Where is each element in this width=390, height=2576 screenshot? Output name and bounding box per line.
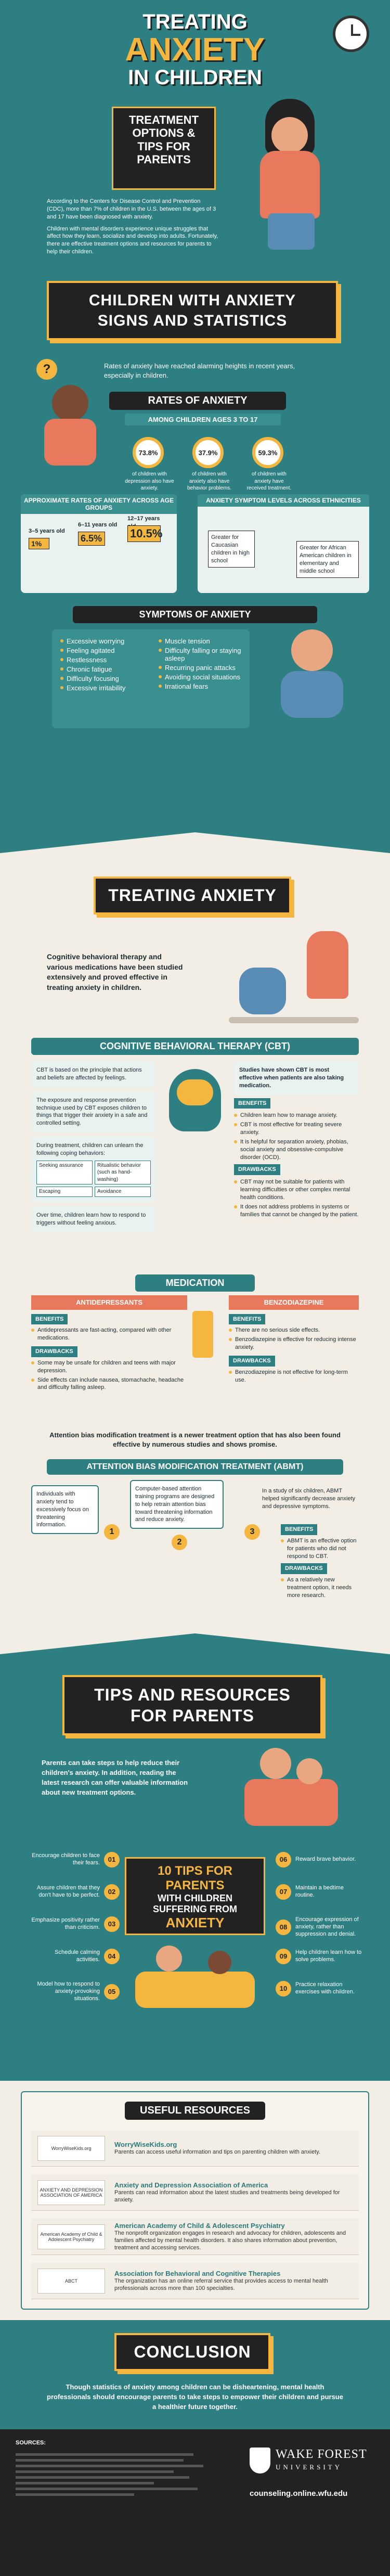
tip-item [31,1916,120,1932]
title-line-2: ANXIETY [125,32,265,68]
symptom-item: Avoiding social situations [159,673,241,681]
resource-item [31,2130,359,2167]
medication-title: MEDICATION [135,1274,255,1292]
tip-number: 06 [276,1852,291,1867]
behavior-ritualistic: Ritualistic behavior (such as hand-washing) [95,1161,151,1185]
cbt-drawback-item: CBT may not be suitable for patients with learning difficulties or other complex mental health conditions. [234,1178,359,1202]
treating-intro: Cognitive behavioral therapy and various medications have been studied extensively and proved effective in treating anxiety in children. [47,952,183,991]
signs-section [0,271,390,832]
tips-banner-line-2: FOR PARENTS [131,1706,254,1725]
resource-logo: ANXIETY AND DEPRESSION ASSOCIATION OF AMERICA [37,2180,105,2205]
tips-center-box [125,1857,265,1935]
resource-text [114,2181,353,2204]
ethnicity-caucasian: Greater for Caucasian children in high school [208,531,255,568]
subtitle-line-4: PARENTS [137,152,191,166]
brand-line-1: WAKE FOREST [276,2448,367,2461]
symptoms-panel [52,629,250,728]
age-group-value: 6.5% [78,532,105,546]
university-logo [250,2445,374,2492]
tips-banner-line-1: TIPS AND RESOURCES [94,1685,291,1704]
symptom-item: Irrational fears [159,682,241,690]
stat-circle: 59.3% [252,437,283,468]
symptom-item: Excessive worrying [60,637,143,645]
abmt-drawback-item: As a relatively new treatment option, it needs more research. [281,1576,359,1600]
tip-item [276,1852,364,1867]
tip-number: 10 [276,1981,291,1997]
antidep-benefits-label: BENEFITS [31,1314,68,1325]
antidep-drawbacks-list [31,1359,187,1392]
benzo-benefits-list [229,1326,359,1351]
intro-box [47,198,218,256]
abmt-title: ATTENTION BIAS MODIFICATION TREATMENT (ABMT) [47,1459,343,1475]
header-section [0,0,390,271]
resource-description: The organization has an online referral service that provides access to mental health professionals across more than 100 specialties. [114,2277,328,2291]
resource-logo: American Academy of Child & Adolescent Psychiatry [37,2224,105,2249]
tip-item [276,1981,364,1997]
abmt-step-number-2: 2 [172,1535,187,1550]
tips-section [0,1633,390,2081]
symptom-item: Recurring panic attacks [159,664,241,672]
resources-title: USEFUL RESOURCES [125,2102,265,2120]
tip-item [31,1852,120,1867]
cbt-left-column [31,1061,156,1232]
abm-note: Attention bias modification treatment is a newer treatment option that has also been found effective by numerous studies and shows promise. [49,1431,341,1449]
cbt-drawback-item: It does not address problems in systems or families that cannot be changed by the patient. [234,1203,359,1219]
tip-text: Emphasize positivity rather than criticism. [31,1917,100,1930]
resource-name-link[interactable]: WorryWiseKids.org [114,2140,177,2148]
family-couch-illustration [135,1946,255,2013]
cbt-point-4: Over time, children learn how to respond to triggers without feeling anxious. [31,1206,156,1232]
benzo-drawback-item: Benzodiazepine is not effective for long-term use. [229,1369,359,1384]
symptom-item: Chronic fatigue [60,665,143,673]
cbt-benefit-item: It is helpful for separation anxiety, phobias, social anxiety and obsessive-compulsive disorder (OCD). [234,1138,359,1162]
resource-description: Parents can read information about the latest studies and treatments being developed for anxiety. [114,2189,340,2203]
resource-text [114,2222,353,2252]
cbt-drawbacks-list [234,1178,359,1218]
tip-text: Schedule calming activities. [55,1949,100,1963]
tips-center-line-5: ANXIETY [165,1915,225,1930]
intro-paragraph-2: Children with mental disorders experience unique struggles that affect how they learn, socialize and develop into adults. Fortunately, there are effective treatment options and resources for parents to help their children. [47,225,218,255]
benzodiazepine-column [229,1295,359,1385]
age-group-label: 3–5 years old [29,528,65,534]
stat-label: of children with depression also have anxiety. [125,471,174,491]
conclusion-banner: CONCLUSION [114,2333,270,2371]
tip-number: 04 [104,1949,120,1964]
stat-label: of children with anxiety have received treatment. [246,471,292,491]
rates-title: RATES OF ANXIETY [109,392,286,410]
cbt-benefits-list [234,1112,359,1161]
resource-text [114,2270,353,2292]
cbt-point-3-text: During treatment, children can unlearn the following coping behaviors: [36,1142,144,1156]
resources-section [0,2081,390,2320]
tip-text: Model how to respond to anxiety-provoking situations. [37,1981,100,2002]
stat-label: of children with anxiety also have behavior problems. [187,471,232,491]
abmt-step-3: In a study of six children, ABMT helped significantly decrease anxiety and depressive symptoms. [262,1488,356,1510]
footer-section [0,2429,390,2576]
abmt-benefits-block [281,1524,359,1601]
cbt-benefit-item: CBT is most effective for treating severe anxiety. [234,1121,359,1137]
resource-name-link[interactable]: American Academy of Child & Adolescent Psychiatry [114,2221,285,2230]
tips-center-line-1: 10 TIPS FOR [157,1864,233,1878]
tip-item [31,1949,120,1964]
cbt-point-2: The exposure and response prevention technique used by CBT exposes children to things that trigger their anxiety in a safe and controlled setting. [31,1091,156,1132]
cbt-right-column [234,1061,359,1220]
tip-number: 07 [276,1884,291,1900]
abmt-step-number-3: 3 [244,1524,260,1540]
antidep-benefit-item: Antidepressants are fast-acting, compared with other medications. [31,1326,187,1342]
resource-name-link[interactable]: Anxiety and Depression Association of America [114,2181,268,2189]
benzo-benefit-item: Benzodiazepine is effective for reducing intense anxiety. [229,1336,359,1351]
signs-banner [47,281,338,340]
antidep-drawbacks-label: DRAWBACKS [31,1346,77,1357]
abmt-drawbacks-list [281,1576,359,1600]
tip-text: Assure children that they don't have to be perfect. [36,1885,100,1898]
age-groups-panel [21,494,177,593]
tip-item [276,1949,364,1964]
resource-text [114,2141,320,2156]
tip-number: 09 [276,1949,291,1964]
title-line-1: TREATING [142,10,248,33]
title-line-3: IN CHILDREN [128,66,262,89]
resource-item [31,2263,359,2299]
page-title [0,10,390,89]
symptom-item: Restlessness [60,656,143,664]
tip-text: Reward brave behavior. [295,1856,356,1863]
abmt-step-1: Individuals with anxiety tend to excessively focus on threatening information. [31,1485,99,1534]
antidep-benefits-list [31,1326,187,1342]
tips-center-line-3: WITH CHILDREN [158,1893,232,1903]
cbt-behaviors [36,1161,151,1197]
cbt-point-1: CBT is based on the principle that actions and beliefs are affected by feelings. [31,1061,156,1087]
shield-icon [250,2448,270,2474]
tip-number: 01 [104,1852,120,1867]
sources-label: SOURCES: [16,2440,46,2446]
abmt-benefit-item: ABMT is an effective option for patients who did not respond to CBT. [281,1537,359,1561]
ethnicity-title: ANXIETY SYMPTOM LEVELS ACROSS ETHNICITIES [198,494,369,507]
tip-item [276,1916,364,1938]
worried-girl-illustration [239,99,338,255]
conclusion-text: Though statistics of anxiety among children can be disheartening, mental health professionals should encourage parents to take steps to empower their children and pursue a healthier future together. [47,2383,343,2411]
ethnicity-panel [198,494,369,593]
symptoms-right-list [159,636,241,722]
behavior-escaping: Escaping [36,1187,93,1197]
abmt-benefits-list [281,1537,359,1561]
symptom-item: Muscle tension [159,637,241,645]
behavior-seeking-assurance: Seeking assurance [36,1161,93,1185]
conclusion-section [0,2320,390,2429]
abmt-step-number-1: 1 [104,1524,120,1540]
tip-number: 02 [104,1884,120,1900]
tip-number: 08 [276,1920,291,1935]
abmt-benefits-label: BENEFITS [281,1524,317,1535]
cbt-right-intro: Studies have shown CBT is most effective when patients are also taking medication. [234,1061,359,1095]
crying-child-illustration [270,629,354,723]
tips-banner [62,1675,322,1735]
benzo-drawbacks-label: DRAWBACKS [229,1356,275,1367]
cbt-drawbacks-label: DRAWBACKS [234,1164,280,1175]
symptom-item: Feeling agitated [60,647,143,654]
intro-paragraph-1: According to the Centers for Disease Control and Prevention (CDC), more than 7% of children in the U.S. between the ages of 3 and 17 have been diagnosed with anxiety. [47,198,216,220]
symptoms-left-list [60,636,143,722]
age-group-label: 6–11 years old [78,522,118,528]
tip-text: Maintain a bedtime routine. [295,1885,344,1898]
website-link[interactable]: counseling.online.wfu.edu [250,2489,348,2498]
tips-center-line-2: PARENTS [165,1878,225,1892]
signs-intro: Rates of anxiety have reached alarming heights in recent years, especially in children. [104,362,295,380]
benzo-drawbacks-list [229,1369,359,1384]
symptom-item: Difficulty falling or staying asleep [159,647,241,662]
signs-banner-line-2: SIGNS AND STATISTICS [97,312,288,329]
therapy-illustration [229,921,359,1030]
benzodiazepine-title: BENZODIAZEPINE [229,1295,359,1310]
symptom-item: Difficulty focusing [60,675,143,682]
treating-section [0,832,390,1633]
resource-item [31,2174,359,2211]
treating-banner: TREATING ANXIETY [94,877,291,915]
tip-number: 05 [104,1984,120,2000]
tip-item [276,1884,364,1900]
ethnicity-african-american: Greater for African American children in elementary and middle school [296,541,359,578]
antidep-drawback-item: Some may be unsafe for children and teens with major depression. [31,1359,187,1375]
benzo-benefit-item: There are no serious side effects. [229,1326,359,1334]
resource-name-link[interactable]: Association for Behavioral and Cognitive Therapies [114,2269,281,2277]
signs-banner-line-1: CHILDREN WITH ANXIETY [88,292,296,309]
resource-item [31,2219,359,2255]
behavior-avoidance: Avoidance [95,1187,151,1197]
brain-head-illustration [161,1069,229,1157]
tips-intro: Parents can take steps to help reduce their children's anxiety. In addition, reading the latest research can offer valuable information about new treatment options. [42,1759,188,1796]
ages-label: AMONG CHILDREN AGES 3 TO 17 [125,414,281,426]
resource-logo: WorryWiseKids.org [37,2136,105,2161]
cbt-benefits-label: BENEFITS [234,1098,270,1109]
subtitle-line-3: TIPS FOR [137,139,190,153]
tip-text: Encourage expression of anxiety, rather than suppression and denial. [295,1916,359,1937]
sad-boy-illustration [31,359,109,479]
abmt-drawbacks-label: DRAWBACKS [281,1563,327,1574]
antidepressants-column [31,1295,187,1393]
resource-logo: ABCT [37,2269,105,2294]
tip-item [31,1981,120,2002]
symptom-item: Excessive irritability [60,684,143,692]
pill-bottle-illustration [192,1311,213,1358]
resource-description: The nonprofit organization engages in research and advocacy for children, adolescents and families affected by mental health disorders. It also shares information about prevention, treatment and accessing services. [114,2230,346,2251]
tip-number: 03 [104,1916,120,1932]
cbt-point-3 [31,1137,156,1202]
tip-text: Help children learn how to solve problems. [295,1949,362,1963]
abmt-step-2: Computer-based attention training programs are designed to help retrain attention bias toward threatening information and reduce anxiety. [130,1480,224,1529]
cbt-benefit-item: Children learn how to manage anxiety. [234,1112,359,1119]
subtitle-line-1: TREATMENT [128,113,199,126]
antidep-drawback-item: Side effects can include nausea, stomachache, headache and difficulty falling asleep. [31,1376,187,1392]
symptoms-title: SYMPTOMS OF ANXIETY [73,606,317,623]
age-group-label: 12–17 years [127,516,160,522]
brand-line-2: UNIVERSITY [276,2463,342,2471]
tip-text: Practice relaxation exercises with children. [295,1981,355,1995]
antidepressants-title: ANTIDEPRESSANTS [31,1295,187,1310]
parent-child-reading-illustration [229,1748,354,1831]
age-group-value: 1% [29,538,49,549]
tip-text: Encourage children to face their fears. [32,1852,100,1866]
subtitle-box [112,107,216,190]
question-mark-icon: ? [36,359,57,380]
cbt-title: COGNITIVE BEHAVIORAL THERAPY (CBT) [31,1038,359,1055]
tips-center-line-4: SUFFERING FROM [153,1904,237,1914]
resource-description: Parents can access useful information and tips on parenting children with anxiety. [114,2148,321,2155]
tip-item [31,1884,120,1900]
stat-circle: 73.8% [133,437,164,468]
age-groups-title: APPROXIMATE RATES OF ANXIETY ACROSS AGE GROUPS [21,494,177,514]
sources-list [16,2450,213,2499]
stat-circle: 37.9% [192,437,224,468]
age-group-value: 10.5% [127,525,161,542]
benzo-benefits-label: BENEFITS [229,1314,265,1325]
subtitle-line-2: OPTIONS & [132,126,196,140]
